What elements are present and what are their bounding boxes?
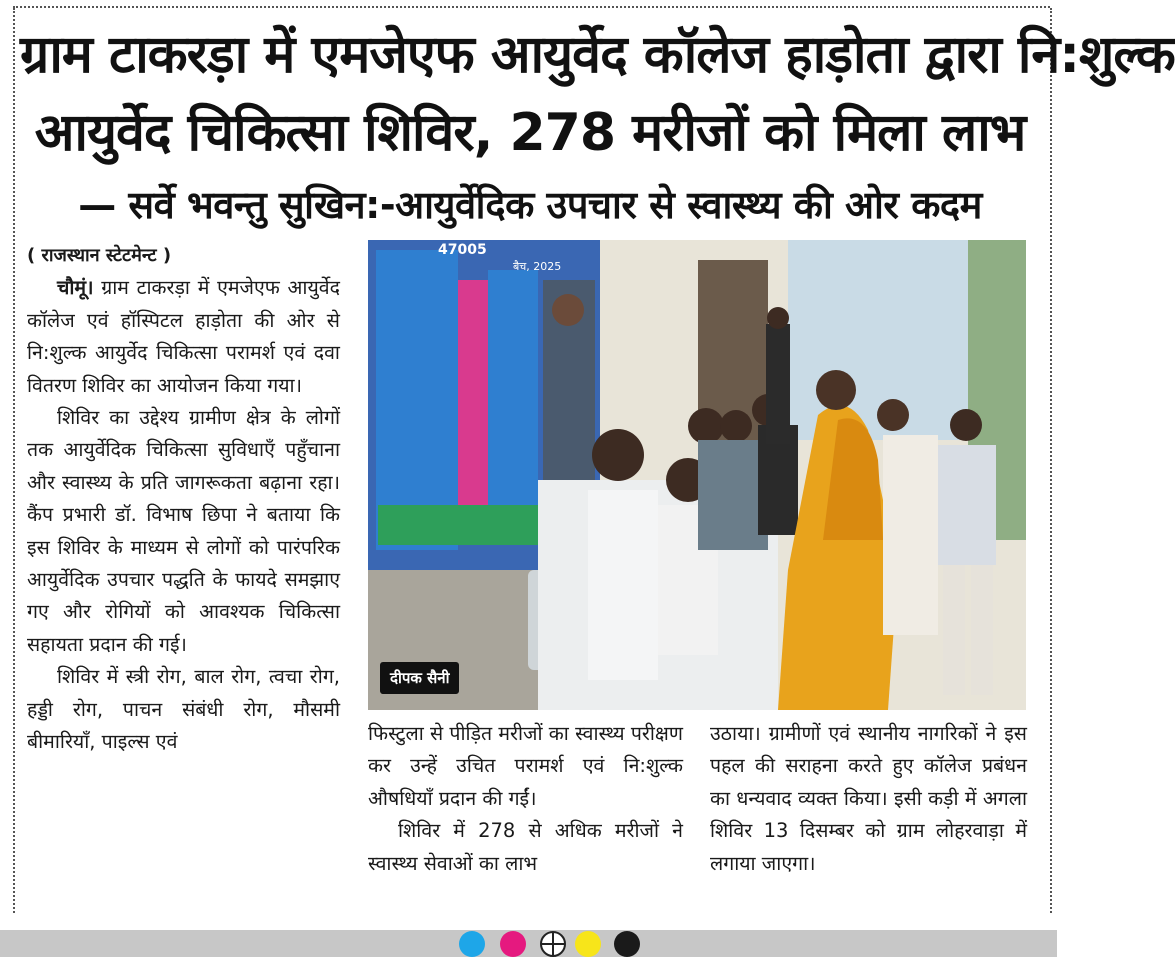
registration-crosshair-icon [540,931,566,957]
left-border [13,8,15,913]
paragraph-1-text: ग्राम टाकरड़ा में एमजेएफ आयुर्वेद कॉलेज एवं हॉस्पिटल हाड़ोता की ओर से नि:शुल्क आयुर्वेद चिकित्सा परामर्श एवं दवा वितरण शिविर का आयोजन किया गया। [27,276,340,397]
camp-photo-image [368,240,1026,710]
registration-black-dot [614,931,640,957]
news-photo [368,240,1026,710]
print-margin-bar [0,930,1057,957]
dateline: चौमूं। [57,276,94,300]
right-border [1050,8,1052,913]
banner-label-text: बैच, 2025 [513,260,562,273]
headline-line-1: ग्राम टाकरड़ा में एमजेएफ आयुर्वेद कॉलेज हाड़ोता द्वारा नि:शुल्क [20,25,1175,85]
article-column-1 [27,240,340,759]
paragraph-1 [27,272,340,402]
registration-cyan-dot [459,931,485,957]
headline-line-2: आयुर्वेद चिकित्सा शिविर, 278 मरीजों को मिला लाभ [34,103,1026,163]
top-border [13,6,1050,8]
paragraph-3: शिविर में स्त्री रोग, बाल रोग, त्वचा रोग, हड्डी रोग, पाचन संबंधी रोग, मौसमी बीमारियाँ, पाइल्स एवं [27,665,340,754]
banner-number-text: 47005 [438,242,487,258]
article-column-2 [368,718,683,880]
byline: ( राजस्थान स्टेटमेन्ट ) [27,245,172,266]
paragraph-4: फिस्टुला से पीड़ित मरीजों का स्वास्थ्य परीक्षण कर उन्हें उचित परामर्श एवं नि:शुल्क औषधियाँ प्रदान की गईं। [368,722,683,810]
registration-yellow-dot [575,931,601,957]
photo-caption: दीपक सैनी [380,662,459,694]
paragraph-5: शिविर में 278 से अधिक मरीजों ने स्वास्थ्य सेवाओं का लाभ [368,819,683,875]
article-column-3 [710,718,1027,880]
registration-magenta-dot [500,931,526,957]
paragraph-6: उठाया। ग्रामीणों एवं स्थानीय नागरिकों ने इस पहल की सराहना करते हुए कॉलेज प्रबंधन का धन्यवाद व्यक्त किया। इसी कड़ी में अगला शिविर 13 दिसम्बर को ग्राम लोहरवाड़ा में लगाया जाएगा। [710,722,1027,875]
paragraph-2: शिविर का उद्देश्य ग्रामीण क्षेत्र के लोगों तक आयुर्वेदिक चिकित्सा सुविधाएँ पहुँचाना और स्वास्थ्य के प्रति जागरूकता बढ़ाना रहा। कैंप प्रभारी डॉ. विभाष छिपा ने बताया कि इस शिविर के माध्यम से लोगों को पारंपरिक आयुर्वेदिक उपचार पद्धति के फायदे समझाए गए और रोगियों को आवश्यक चिकित्सा सहायता प्रदान की गई। [27,406,340,656]
subheadline: — सर्वे भवन्तु सुखिन:-आयुर्वेदिक उपचार से स्वास्थ्य की ओर कदम [78,183,982,227]
